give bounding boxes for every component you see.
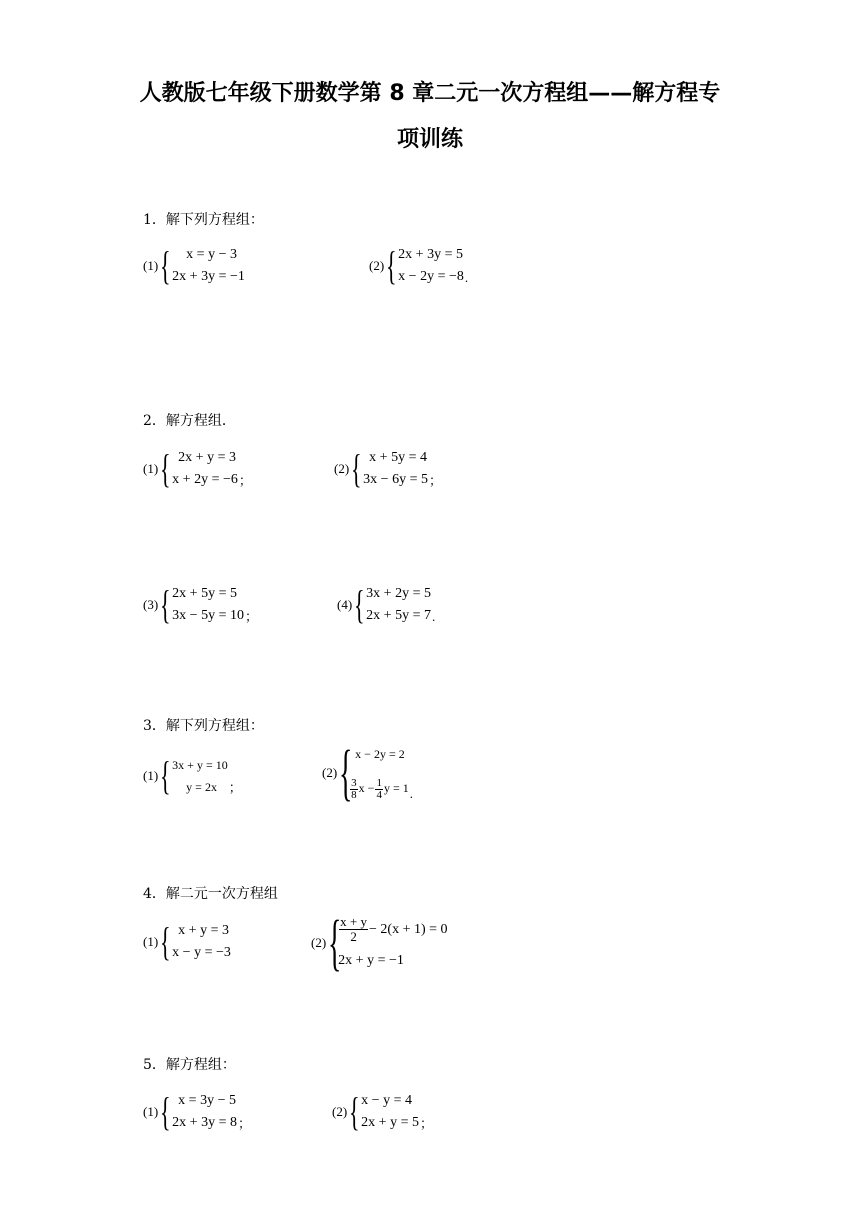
equations [363,447,428,491]
fraction-x-plus-y-over-2: $\frac{x + y}{2}$ [340,914,368,945]
trailing-punctuation: ； [419,1116,433,1131]
question-2-heading: 2．解方程组． [143,413,236,429]
question-1-heading: 1．解下列方程组： [143,212,264,228]
system-label: (2) [332,1104,348,1119]
left-brace: { [354,582,365,627]
trailing-punctuation: . [431,609,436,624]
system-label: (1) [143,934,159,949]
q1-system-2 [369,244,468,288]
question-3-heading: 3．解下列方程组： [143,718,264,734]
equation-1: x − y = 4 [361,1093,412,1108]
equation-2: 2x + y = 5 [361,1115,419,1130]
left-brace: { [160,919,171,964]
system-label: (2) [334,461,350,476]
q5-system-1 [143,1090,251,1134]
equation-2: y = 2x [186,780,217,794]
equation-2: $\frac{3}{8}$ x − $\frac{1}{4}$ y = 1 [351,777,409,801]
equations [338,914,447,972]
left-brace: { [160,753,171,798]
q3-system-2 [322,739,413,807]
system-label: (1) [143,461,159,476]
left-brace: { [328,909,342,977]
fraction-1-over-4: $\frac{1}{4}$ [376,777,382,801]
trailing-punctuation: ； [244,609,258,624]
trailing-punctuation: . [409,786,413,801]
system-label: (3) [143,597,159,612]
equation-1: x + y = 3 [178,923,229,938]
equation-1: 3x + 2y = 5 [366,586,431,601]
equations [361,1090,419,1134]
equation-2: 2x + y = −1 [338,953,404,968]
system-label: (4) [337,597,353,612]
system-label: (1) [143,1104,159,1119]
q2-system-2 [334,447,442,491]
equations [172,244,245,288]
equation-2: 2x + 5y = 7 [366,608,431,623]
equations [172,583,244,627]
equations [172,920,231,964]
left-brace: { [386,243,397,288]
system-label: (1) [143,768,159,783]
equation-2: 2x + 3y = −1 [172,269,245,284]
equation-1: x + 5y = 4 [369,450,427,465]
system-label: (2) [369,258,385,273]
left-brace: { [160,243,171,288]
equation-1: 2x + 3y = 5 [398,247,463,262]
q2-system-1 [143,447,252,491]
q5-system-2 [332,1090,433,1134]
trailing-punctuation: ； [428,473,442,488]
equation-1: 2x + y = 3 [178,450,236,465]
equation-1: 3x + y = 10 [172,758,228,772]
left-brace: { [160,582,171,627]
page-title-line-2: 项训练 [396,127,463,152]
equation-1: 2x + 5y = 5 [172,586,237,601]
equations [172,754,228,798]
equation-2: x − 2y = −8 [398,269,464,284]
left-brace: { [349,1089,360,1134]
trailing-punctuation: ； [238,473,252,488]
equation-1: x − 2y = 2 [355,747,405,761]
equation-2: x − y = −3 [172,945,231,960]
question-4-heading: 4．解二元一次方程组 [143,886,278,902]
equation-1: x = 3y − 5 [178,1093,236,1108]
equations [366,583,431,627]
equations [398,244,464,288]
trailing-punctuation: ； [237,1116,251,1131]
page-title-line-1: 人教版七年级下册数学第 8 章二元一次方程组——解方程专 [139,81,721,106]
equation-2: 3x − 6y = 5 [363,472,428,487]
left-brace: { [339,739,353,807]
q2-system-3 [143,583,258,627]
fraction-3-over-8: $\frac{3}{8}$ [351,777,357,801]
left-brace: { [160,1089,171,1134]
left-brace: { [160,446,171,491]
q2-system-4 [337,583,435,627]
equation-2: x + 2y = −6 [172,472,238,487]
q4-system-1 [143,920,231,964]
q3-system-1 [143,754,242,798]
left-brace: { [351,446,362,491]
trailing-punctuation: . [464,270,469,285]
system-label: (2) [311,935,327,950]
equations [172,1090,237,1134]
system-label: (2) [322,765,338,780]
equation-2: 2x + 3y = 8 [172,1115,237,1130]
equations [172,447,238,491]
equation-1: x = y − 3 [186,247,237,262]
question-5-heading: 5．解方程组： [143,1057,236,1073]
q1-system-1 [143,244,245,288]
equation-2: 3x − 5y = 10 [172,608,244,623]
q4-system-2 [311,909,448,977]
system-label: (1) [143,258,159,273]
trailing-punctuation: ； [228,780,242,795]
equation-1: $\frac{x + y}{2}$ − 2(x + 1) = 0 [340,914,448,945]
equations [349,745,409,801]
